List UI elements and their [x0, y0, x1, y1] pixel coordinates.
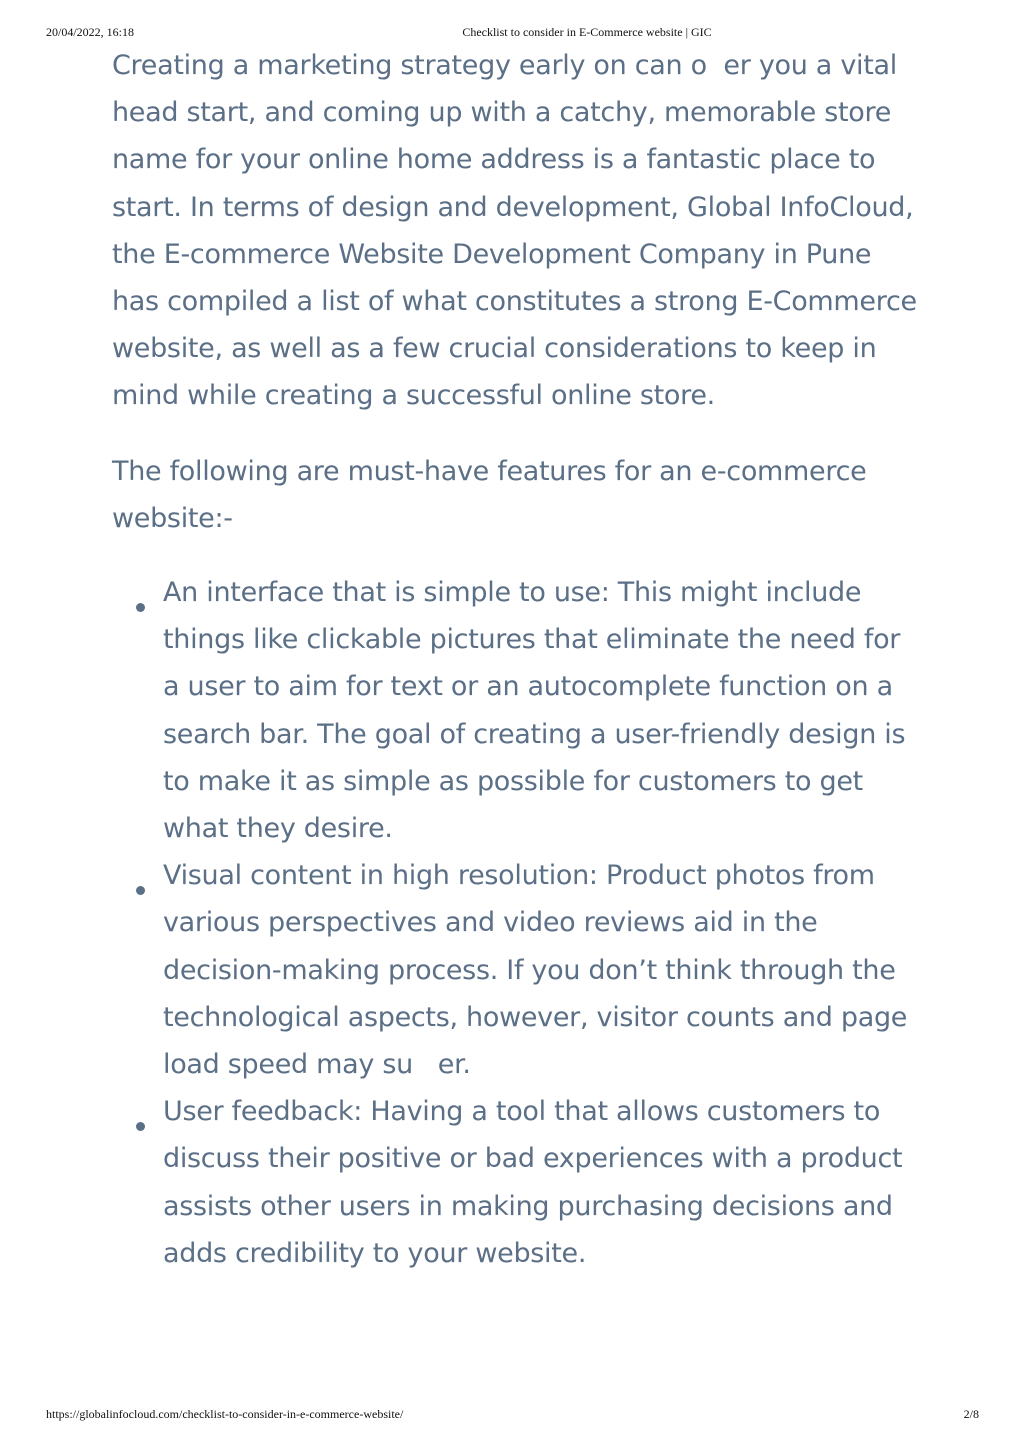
list-item [112, 569, 922, 852]
print-page-title: Checklist to consider in E-Commerce website | GIC [462, 25, 712, 39]
print-footer [0, 1407, 1024, 1423]
feature-text: An interface that is simple to use: This might include things like clickable pictures that eliminate the need for a user to aim for text or an autocomplete function on a search bar. The goal of creating a user-friendly design is to make it as simple as possible for customers to get what they desire. [163, 577, 906, 845]
bullet-icon [136, 886, 145, 895]
print-header [0, 25, 1024, 41]
intro-paragraph: Creating a marketing strategy early on can o er you a vital head start, and coming up with a catchy, memorable store name for your online home address is a fantastic place to start. In terms of design and development, Global InfoCloud, the E-commerce Website Development Company in Pune has compiled a list of what constitutes a strong E-Commerce website, as well as a few crucial considerations to keep in mind while creating a successful online store. [112, 50, 917, 412]
feature-text: Visual content in high resolution: Product photos from various perspectives and video reviews aid in the decision-making process. If you don’t think through the technological aspects, however, visitor counts and page load speed may su er. [163, 860, 908, 1081]
bullet-icon [136, 603, 145, 612]
list-item [112, 1088, 922, 1277]
page-number: 2/8 [963, 1407, 979, 1421]
features-intro: The following are must-have features for an e-commerce website:- [112, 455, 867, 534]
print-datetime: 20/04/2022, 16:18 [46, 25, 135, 39]
feature-text: User feedback: Having a tool that allows customers to discuss their positive or bad experiences with a product assists other users in making purchasing decisions and adds credibility to your website. [163, 1096, 903, 1269]
page-url: https://globalinfocloud.com/checklist-to-consider-in-e-commerce-website/ [46, 1407, 404, 1421]
article-content [112, 42, 922, 1277]
bullet-icon [136, 1122, 145, 1131]
feature-list [112, 569, 922, 1277]
list-item [112, 852, 922, 1088]
